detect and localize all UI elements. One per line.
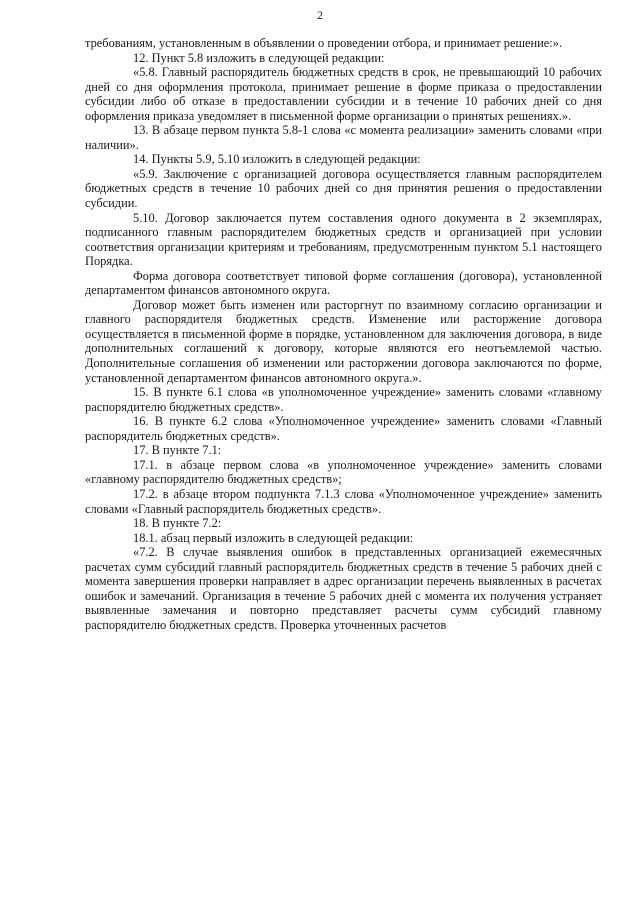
paragraph-item-17-2: 17.2. в абзаце втором подпункта 7.1.3 слова «Уполномоченное учреждение» заменить словами «Главный распорядитель бюджетных средств». (85, 486, 602, 516)
paragraph-item-17-1: 17.1. в абзаце первом слова «в уполномоченное учреждение» заменить словами «главному распорядителю бюджетных средств»; (85, 457, 602, 487)
paragraph-item-14: 14. Пункты 5.9, 5.10 изложить в следующей редакции: (133, 152, 421, 167)
paragraph-contract-form: Форма договора соответствует типовой форме соглашения (договора), установленной департаментом финансов автономного округа. (85, 268, 602, 298)
paragraph-item-17: 17. В пункте 7.1: (133, 443, 222, 458)
paragraph-item-12: 12. Пункт 5.8 изложить в следующей редакции: (133, 50, 385, 65)
paragraph-continuation: требованиям, установленным в объявлении о проведении отбора, и принимает решение:». (85, 36, 563, 50)
paragraph-item-18: 18. В пункте 7.2: (133, 516, 222, 531)
paragraph-item-18-1: 18.1. абзац первый изложить в следующей редакции: (133, 530, 414, 545)
page-number: 2 (317, 8, 323, 22)
paragraph-clause-5-8: «5.8. Главный распорядитель бюджетных средств в срок, не превышающий 10 рабочих дней со дня оформления протокола, принимает решение в форме приказа о предоставлении субсидии либо об отказе в предоставлении субсидии и в течение 10 рабочих дней со дня оформления приказа уведомляет в письменной форме организации о принятых решениях.». (85, 65, 602, 123)
paragraph-clause-5-10: 5.10. Договор заключается путем составления одного документа в 2 экземплярах, подписанного главным распорядителем бюджетных средств и организацией при условии соответствия организации критериям и требованиям, предусмотренным пунктом 5.1 настоящего Порядка. (85, 210, 602, 269)
paragraph-item-16: 16. В пункте 6.2 слова «Уполномоченное учреждение» заменить словами «Главный распорядитель бюджетных средств». (85, 414, 602, 443)
paragraph-contract-change: Договор может быть изменен или расторгнут по взаимному согласию организации и главного распорядителя бюджетных средств. Изменение или расторжение договора осуществляется в письменной форме в порядке, установленном для заключения договора, в виде дополнительных соглашений к договору, которые являются его неотъемлемой частью. Дополнительные соглашения об изменении или расторжении договора заключаются по форме, установленной департаментом финансов автономного округа.». (85, 297, 602, 385)
paragraph-item-13: 13. В абзаце первом пункта 5.8-1 слова «с момента реализации» заменить словами «при наличии». (85, 123, 602, 152)
paragraph-clause-7-2: «7.2. В случае выявления ошибок в представленных организацией ежемесячных расчетах сумм субсидий главный распорядитель бюджетных средств в течение 5 рабочих дней с момента завершения проверки направляет в адрес организации перечень выявленных в расчетах ошибок и замечаний. Организация в течение 5 рабочих дней с момента их получения устраняет выявленные замечания и повторно представляет расчеты сумм субсидий главному распорядителю бюджетных средств. Проверка уточненных расчетов (85, 545, 602, 632)
paragraph-item-15: 15. В пункте 6.1 слова «в уполномоченное учреждение» заменить словами «главному распорядителю бюджетных средств». (85, 385, 602, 414)
paragraph-clause-5-9: «5.9. Заключение с организацией договора осуществляется главным распорядителем бюджетных средств в течение 10 рабочих дней со дня принятия решения о предоставлении субсидии. (85, 166, 602, 211)
document-body (85, 36, 602, 632)
